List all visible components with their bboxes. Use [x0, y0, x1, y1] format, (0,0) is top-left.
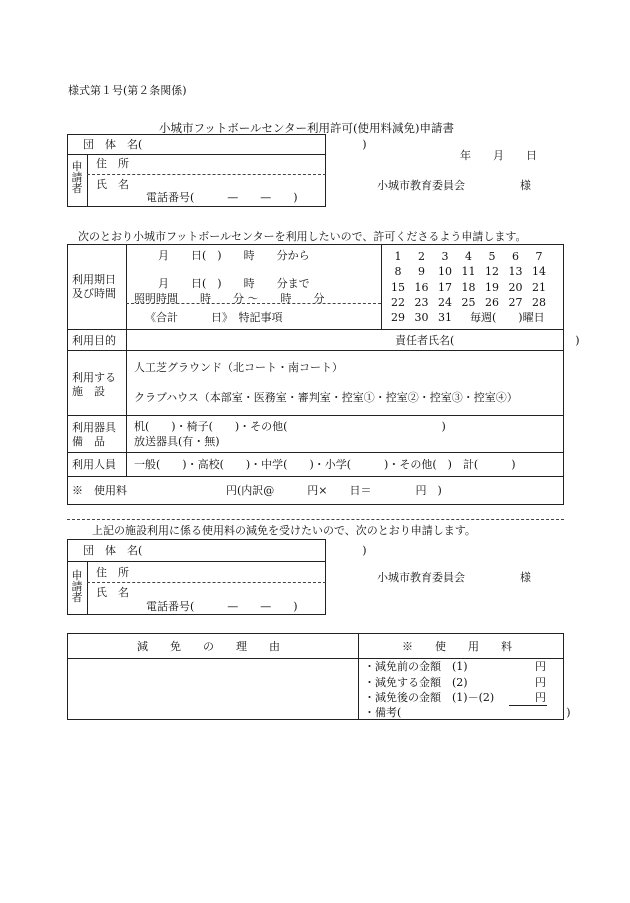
purpose-label: 利用目的: [72, 334, 116, 347]
calendar-day[interactable]: 10: [438, 265, 452, 279]
calendar-day[interactable]: 26: [485, 295, 499, 309]
calendar-day[interactable]: 25: [461, 295, 476, 309]
calendar-day[interactable]: 13: [508, 265, 523, 279]
group-name-field[interactable]: 団 体 名( ): [83, 138, 367, 151]
equipment-items[interactable]: 机( )・椅子( )・その他( ): [134, 420, 446, 433]
divider: [381, 244, 382, 329]
calendar-day[interactable]: 21: [532, 280, 546, 294]
fee-item-before-label: ・減免前の金額 (1): [364, 660, 468, 673]
calendar-day[interactable]: 7: [535, 250, 543, 263]
people-label: 利用人員: [72, 458, 116, 471]
calendar-day[interactable]: 20: [508, 280, 523, 294]
divider: [67, 154, 326, 155]
name-field-2[interactable]: 氏 名: [96, 586, 129, 599]
period-label: 利用期日 及び時間: [72, 273, 116, 300]
calendar-day[interactable]: 2: [418, 250, 425, 263]
calendar-day[interactable]: 11: [461, 265, 476, 279]
address-field[interactable]: 住 所: [96, 157, 129, 170]
facility-ground[interactable]: 人工芝グラウンド（北コート・南コート）: [134, 361, 343, 374]
calendar-day[interactable]: 18: [461, 280, 476, 294]
fee-item-after-label: ・減免後の金額 (1)－(2): [364, 691, 495, 704]
fee-item-reduction-unit[interactable]: 円: [535, 676, 546, 689]
divider: [67, 658, 564, 659]
divider: [87, 154, 88, 207]
section-separator: [67, 519, 564, 520]
calendar-day[interactable]: 9: [418, 265, 425, 279]
calendar-day[interactable]: 14: [532, 265, 546, 279]
divider: [67, 561, 326, 562]
divider: [87, 582, 326, 583]
divider: [67, 350, 564, 351]
applicant-label-2: 申請者: [71, 569, 83, 604]
calendar-day[interactable]: 5: [488, 250, 496, 263]
address-field-2[interactable]: 住 所: [96, 566, 129, 579]
addressee: 小城市教育委員会 様: [377, 179, 531, 192]
name-field[interactable]: 氏 名: [96, 178, 129, 191]
equipment-label: 利用器具 備 品: [72, 421, 116, 448]
calendar-day[interactable]: 23: [414, 295, 429, 309]
calendar-day[interactable]: 3: [441, 250, 449, 263]
weekly-field[interactable]: 毎週( )曜日: [470, 311, 545, 324]
reason-field[interactable]: [75, 662, 345, 714]
form-number: 様式第１号(第２条関係): [68, 84, 187, 97]
divider: [67, 452, 564, 453]
divider: [126, 244, 127, 476]
calendar-day[interactable]: 15: [391, 280, 405, 294]
facility-clubhouse[interactable]: クラブハウス（本部室・医務室・審判室・控室①・控室②・控室③・控室④）: [134, 391, 518, 404]
fee-label: ※ 使用料: [72, 484, 127, 497]
calendar-day[interactable]: 17: [438, 280, 452, 294]
remarks-field[interactable]: ・備考( ): [364, 706, 571, 719]
divider: [87, 174, 326, 175]
divider: [67, 329, 564, 330]
phone-field[interactable]: 電話番号( — — ): [146, 191, 298, 204]
calendar-day[interactable]: 8: [394, 265, 402, 279]
applicant-label: 申請者: [71, 160, 83, 195]
calendar-day[interactable]: 19: [485, 280, 499, 294]
date-line[interactable]: 年 月 日: [460, 149, 537, 162]
calendar-day[interactable]: 22: [391, 295, 405, 309]
calendar-day[interactable]: 29: [391, 311, 405, 325]
fee-header: ※ 使 用 料: [402, 640, 512, 653]
calendar-day[interactable]: 30: [414, 311, 429, 325]
fee-item-reduction-label: ・減免する金額 (2): [364, 676, 468, 689]
calendar-day[interactable]: 31: [438, 311, 452, 325]
reason-header: 減 免 の 理 由: [137, 640, 280, 653]
calendar-day[interactable]: 4: [465, 250, 472, 263]
total-days[interactable]: 《合計 日》 特記事項: [145, 311, 283, 324]
group-name-field-2[interactable]: 団 体 名( ): [83, 544, 367, 557]
fee-item-after-unit[interactable]: 円: [535, 691, 546, 704]
exemption-intro: 上記の施設利用に係る使用料の減免を受けたいので、次のとおり申請します。: [92, 524, 476, 537]
facility-label: 利用する 施 設: [72, 371, 116, 398]
form-title: 小城市フットボールセンター利用許可(使用料減免)申請書: [159, 121, 454, 135]
calendar-day[interactable]: 6: [512, 250, 519, 263]
divider: [358, 633, 359, 720]
calendar-day[interactable]: 28: [532, 295, 546, 309]
broadcast-equipment[interactable]: 放送器具(有・無): [134, 435, 220, 448]
calendar-day[interactable]: 12: [485, 265, 499, 279]
period-to[interactable]: 月 日( ) 時 分まで: [158, 277, 310, 290]
calendar-day[interactable]: 24: [438, 295, 452, 309]
divider: [67, 476, 564, 477]
calendar-day[interactable]: 27: [508, 295, 523, 309]
phone-field-2[interactable]: 電話番号( — — ): [146, 600, 298, 613]
fee-item-before-unit[interactable]: 円: [535, 660, 546, 673]
period-from[interactable]: 月 日( ) 時 分から: [158, 249, 310, 262]
calendar-day[interactable]: 1: [394, 250, 402, 263]
fee-breakdown[interactable]: 円(内訳@ 円× 日＝ 円 ): [226, 484, 442, 497]
responsible-name-field[interactable]: 責任者氏名( ): [395, 334, 580, 347]
calendar-day[interactable]: 16: [414, 280, 429, 294]
intro-text: 次のとおり小城市フットボールセンターを利用したいので、許可くださるよう申請します。: [78, 230, 527, 243]
divider: [87, 561, 88, 615]
lighting-time[interactable]: 照明時間 時 分 ～ 時 分: [134, 292, 325, 305]
divider: [67, 415, 564, 416]
addressee-2: 小城市教育委員会 様: [377, 571, 531, 584]
people-counts[interactable]: 一般( )・高校( )・中学( )・小学( )・その他( ) 計( ): [134, 458, 516, 471]
